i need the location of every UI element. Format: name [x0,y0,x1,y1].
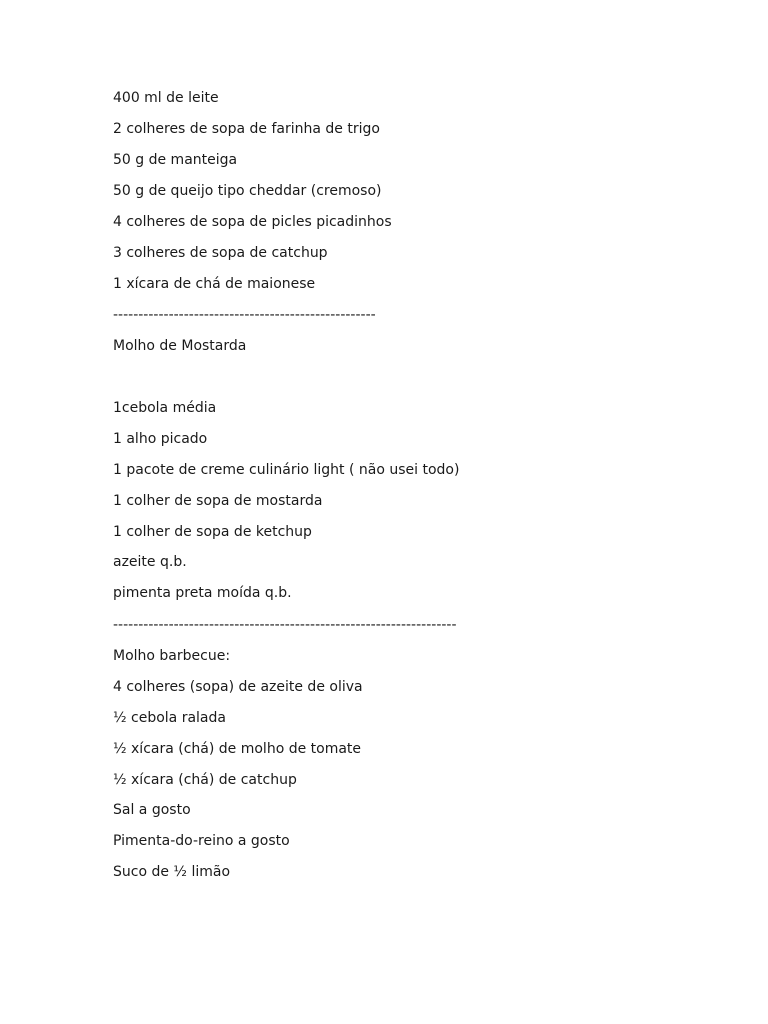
ingredient-line: 3 colheres de sopa de catchup [113,245,328,261]
ingredient-line: ½ xícara (chá) de molho de tomate [113,741,362,757]
ingredient-line: pimenta preta moída q.b. [113,585,292,601]
ingredient-line: 2 colheres de sopa de farinha de trigo [113,121,380,137]
ingredient-line: 1 alho picado [113,431,208,447]
ingredient-line: 1 xícara de chá de maionese [113,276,316,292]
ingredient-line: 1 colher de sopa de ketchup [113,524,312,540]
section-heading: Molho de Mostarda [113,338,247,354]
ingredient-line: 4 colheres de sopa de picles picadinhos [113,214,392,230]
ingredient-line: Sal a gosto [113,802,191,818]
ingredient-line: azeite q.b. [113,554,187,570]
ingredient-line: 1 pacote de creme culinário light ( não usei todo) [113,462,460,478]
section-heading: Molho barbecue: [113,648,231,664]
ingredient-line: Pimenta-do-reino a gosto [113,833,290,849]
ingredient-line: 4 colheres (sopa) de azeite de oliva [113,679,363,695]
ingredient-line: 400 ml de leite [113,90,219,106]
ingredient-line: ½ cebola ralada [113,710,226,726]
ingredient-line: ½ xícara (chá) de catchup [113,772,297,788]
ingredient-line: Suco de ½ limão [113,864,231,880]
separator-line: -------------------------------------------------------------------- [113,617,457,633]
separator-line: ---------------------------------------------------- [113,307,376,323]
ingredient-line: 1 colher de sopa de mostarda [113,493,323,509]
ingredient-line: 50 g de queijo tipo cheddar (cremoso) [113,183,382,199]
ingredient-line: 50 g de manteiga [113,152,238,168]
ingredient-line: 1cebola média [113,400,217,416]
